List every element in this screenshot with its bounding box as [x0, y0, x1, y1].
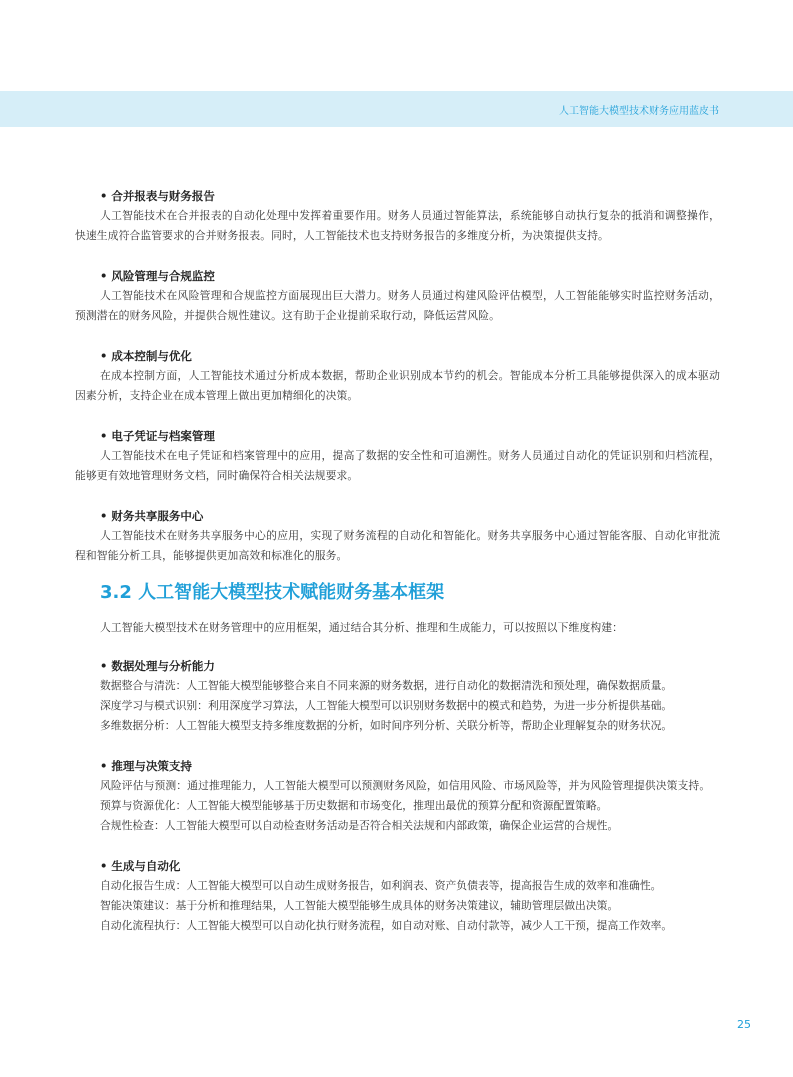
dimension-item: 自动化流程执行：人工智能大模型可以自动化执行财务流程，如自动对账、自动付款等，减少人工干预，提高工作效率。 — [100, 919, 673, 932]
chapter-title: 3.2 人工智能大模型技术赋能财务基本框架 — [100, 582, 445, 603]
dimension-item: 多维数据分析：人工智能大模型支持多维度数据的分析，如时间序列分析、关联分析等，帮助企业理解复杂的财务状况。 — [100, 719, 673, 732]
dimension-item: 深度学习与模式识别：利用深度学习算法，人工智能大模型可以识别财务数据中的模式和趋势，为进一步分析提供基础。 — [100, 699, 673, 712]
dimension-item: 风险评估与预测：通过推理能力，人工智能大模型可以预测财务风险，如信用风险、市场风险等，并为风险管理提供决策支持。 — [100, 779, 711, 792]
dimension-item: 智能决策建议：基于分析和推理结果，人工智能大模型能够生成具体的财务决策建议，辅助管理层做出决策。 — [100, 899, 619, 912]
dimension-data-processing — [75, 656, 720, 736]
section-risk-compliance — [75, 266, 720, 326]
dimension-heading: • 生成与自动化 — [100, 859, 181, 873]
dimension-reasoning-decision — [75, 756, 720, 836]
chapter-intro: 人工智能大模型技术在财务管理中的应用框架，通过结合其分析、推理和生成能力，可以按照以下维度构建： — [100, 621, 624, 634]
page-content — [75, 186, 720, 956]
section-heading: • 合并报表与财务报告 — [100, 189, 215, 203]
dimension-item: 数据整合与清洗：人工智能大模型能够整合来自不同来源的财务数据，进行自动化的数据清洗和预处理，确保数据质量。 — [100, 679, 673, 692]
section-cost-control — [75, 346, 720, 406]
section-paragraph: 人工智能技术在合并报表的自动化处理中发挥着重要作用。财务人员通过智能算法，系统能够自动执行复杂的抵消和调整操作，快速生成符合监管要求的合并财务报表。同时，人工智能技术也支持财务报告的多维度分析，为决策提供支持。 — [75, 209, 720, 242]
dimension-generation-automation — [75, 856, 720, 936]
section-paragraph: 人工智能技术在财务共享服务中心的应用，实现了财务流程的自动化和智能化。财务共享服务中心通过智能客服、自动化审批流程和智能分析工具，能够提供更加高效和标准化的服务。 — [75, 529, 720, 562]
section-paragraph: 在成本控制方面，人工智能技术通过分析成本数据，帮助企业识别成本节约的机会。智能成本分析工具能够提供深入的成本驱动因素分析，支持企业在成本管理上做出更加精细化的决策。 — [75, 369, 720, 402]
section-consolidated-reports — [75, 186, 720, 246]
section-heading: • 风险管理与合规监控 — [100, 269, 215, 283]
running-header-title: 人工智能大模型技术财务应用蓝皮书 — [559, 106, 719, 117]
section-paragraph: 人工智能技术在电子凭证和档案管理中的应用，提高了数据的安全性和可追溯性。财务人员通过自动化的凭证识别和归档流程，能够更有效地管理财务文档，同时确保符合相关法规要求。 — [75, 449, 720, 482]
section-heading: • 成本控制与优化 — [100, 349, 192, 363]
section-heading: • 电子凭证与档案管理 — [100, 429, 215, 443]
section-e-voucher-archive — [75, 426, 720, 486]
section-paragraph: 人工智能技术在风险管理和合规监控方面展现出巨大潜力。财务人员通过构建风险评估模型，人工智能能够实时监控财务活动，预测潜在的财务风险，并提供合规性建议。这有助于企业提前采取行动，降低运营风险。 — [75, 289, 720, 322]
section-shared-service-center — [75, 506, 720, 566]
dimension-item: 自动化报告生成：人工智能大模型可以自动生成财务报告，如利润表、资产负债表等，提高报告生成的效率和准确性。 — [100, 879, 662, 892]
dimension-item: 合规性检查：人工智能大模型可以自动检查财务活动是否符合相关法规和内部政策，确保企业运营的合规性。 — [100, 819, 619, 832]
dimension-heading: • 推理与决策支持 — [100, 759, 192, 773]
dimension-item: 预算与资源优化：人工智能大模型能够基于历史数据和市场变化，推理出最优的预算分配和资源配置策略。 — [100, 799, 608, 812]
dimension-heading: • 数据处理与分析能力 — [100, 659, 215, 673]
page-number: 25 — [737, 1018, 751, 1031]
section-heading: • 财务共享服务中心 — [100, 509, 204, 523]
